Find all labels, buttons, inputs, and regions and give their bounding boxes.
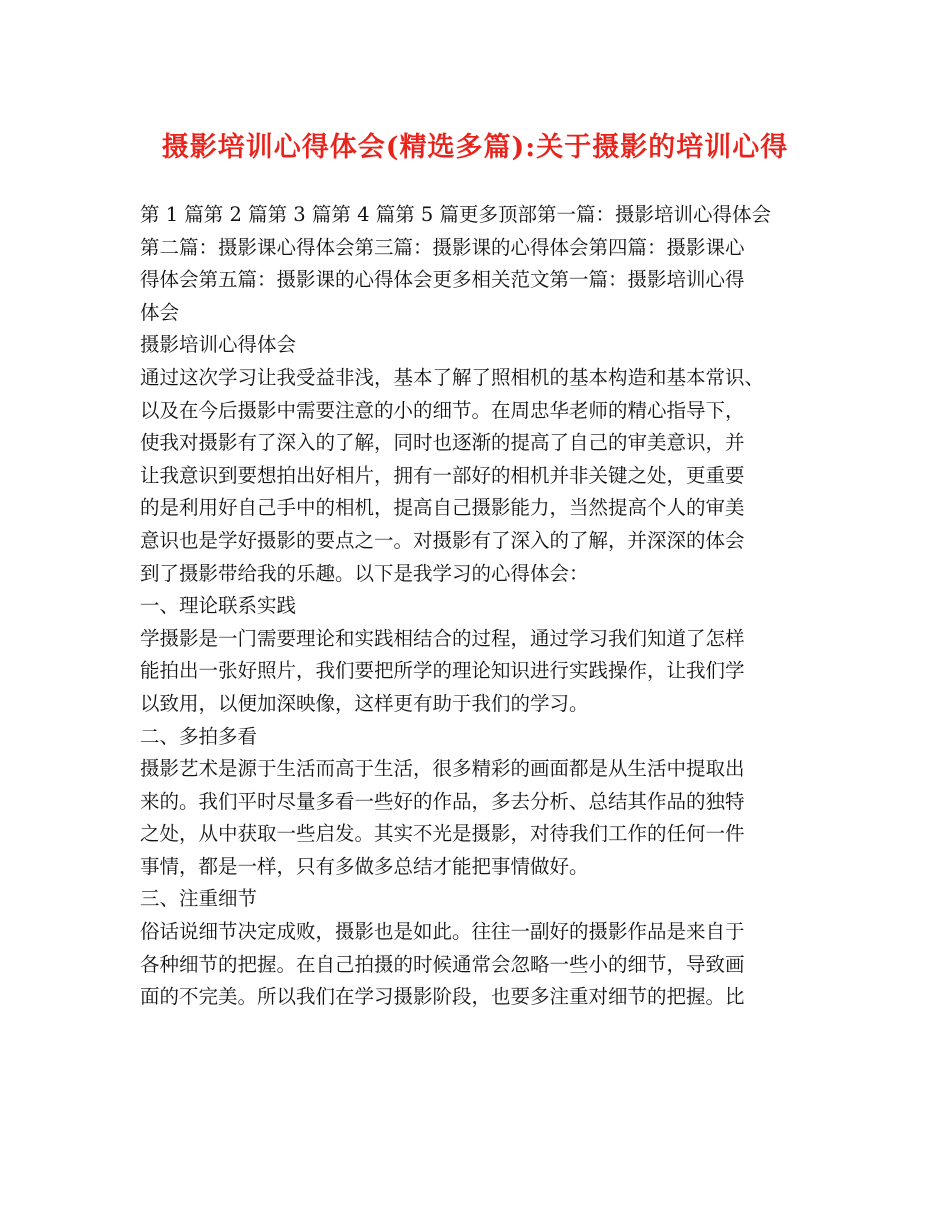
section-heading: 一、理论联系实践 xyxy=(140,594,297,618)
text-line: 第 1 篇第 2 篇第 3 篇第 4 篇第 5 篇更多顶部第一篇：摄影培训心得体会 xyxy=(140,203,772,226)
page-title: 摄影培训心得体会(精选多篇):关于摄影的培训心得 xyxy=(161,132,789,163)
body-text xyxy=(140,199,820,1014)
text-line: 来的。我们平时尽量多看一些好的作品，多去分析、总结其作品的独特 xyxy=(140,789,745,813)
text-line: 以致用，以便加深映像，这样更有助于我们的学习。 xyxy=(140,691,589,715)
text-line: 让我意识到要想拍出好相片，拥有一部好的相机并非关键之处，更重要 xyxy=(140,463,745,487)
text-line: 之处，从中获取一些启发。其实不光是摄影，对待我们工作的任何一件 xyxy=(140,822,745,846)
text-line: 事情，都是一样，只有多做多总结才能把事情做好。 xyxy=(140,854,589,878)
section-heading: 二、多拍多看 xyxy=(140,724,258,748)
text-line: 的是利用好自己手中的相机，提高自己摄影能力，当然提高个人的审美 xyxy=(140,496,745,520)
text-line: 体会 xyxy=(140,300,180,324)
text-line: 面的不完美。所以我们在学习摄影阶段，也要多注重对细节的把握。比 xyxy=(140,985,745,1009)
text-line: 学摄影是一门需要理论和实践相结合的过程，通过学习我们知道了怎样 xyxy=(140,626,745,650)
text-line: 通过这次学习让我受益非浅，基本了解了照相机的基本构造和基本常识、 xyxy=(140,365,765,389)
text-line: 俗话说细节决定成败，摄影也是如此。往往一副好的摄影作品是来自于 xyxy=(140,920,745,944)
section-heading: 摄影培训心得体会 xyxy=(140,333,297,357)
text-line: 摄影艺术是源于生活而高于生活，很多精彩的画面都是从生活中提取出 xyxy=(140,757,745,781)
text-line: 以及在今后摄影中需要注意的小的细节。在周忠华老师的精心指导下， xyxy=(140,398,745,422)
text-line: 得体会第五篇：摄影课的心得体会更多相关范文第一篇：摄影培训心得 xyxy=(140,268,745,292)
text-line: 能拍出一张好照片，我们要把所学的理论知识进行实践操作，让我们学 xyxy=(140,659,745,683)
text-line: 第二篇：摄影课心得体会第三篇：摄影课的心得体会第四篇：摄影课心 xyxy=(140,235,745,259)
text-line: 各种细节的把握。在自己拍摄的时候通常会忽略一些小的细节，导致画 xyxy=(140,952,745,976)
text-line: 意识也是学好摄影的要点之一。对摄影有了深入的了解，并深深的体会 xyxy=(140,528,745,552)
text-line: 使我对摄影有了深入的了解，同时也逐渐的提高了自己的审美意识，并 xyxy=(140,431,745,455)
text-line: 到了摄影带给我的乐趣。以下是我学习的心得体会： xyxy=(140,561,589,585)
section-heading: 三、注重细节 xyxy=(140,887,258,911)
